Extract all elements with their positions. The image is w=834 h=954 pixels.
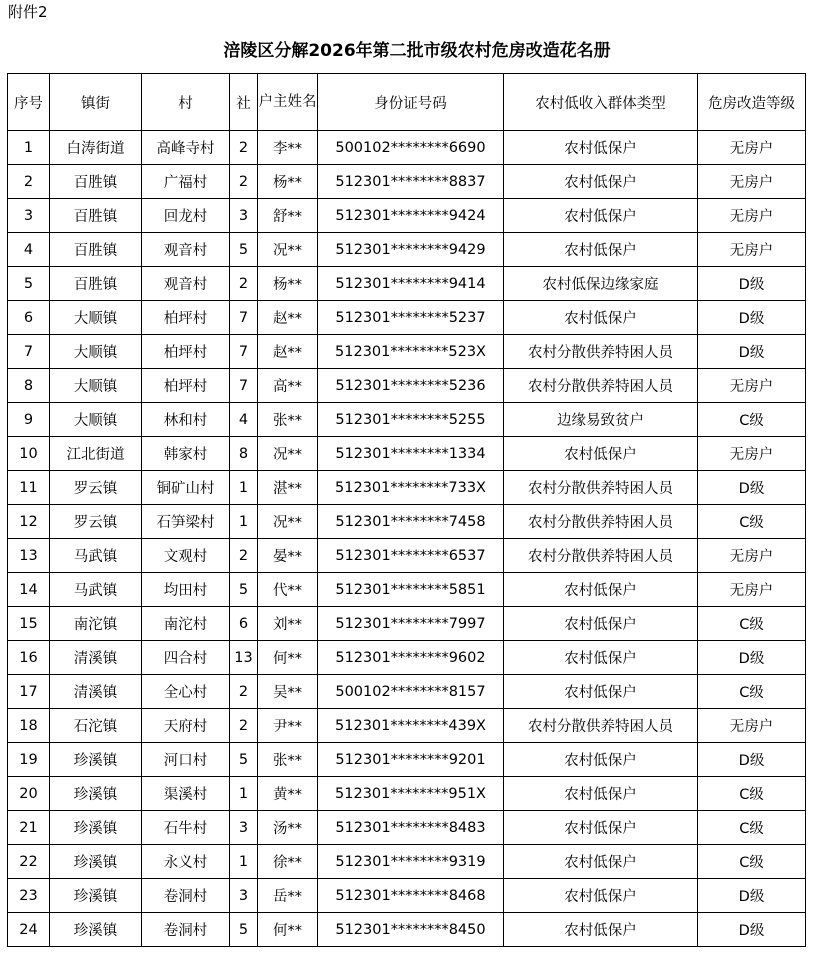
cell-householder: 徐**: [258, 845, 318, 879]
table-row: [8, 573, 806, 607]
cell-town: 珍溪镇: [50, 913, 142, 947]
cell-income-type: 农村分散供养特困人员: [504, 505, 698, 539]
cell-renovation-grade: C级: [698, 505, 806, 539]
cell-town: 珍溪镇: [50, 811, 142, 845]
cell-group: 2: [230, 539, 258, 573]
cell-village: 柏坪村: [142, 369, 230, 403]
cell-income-type: 农村低保户: [504, 743, 698, 777]
cell-town: 罗云镇: [50, 505, 142, 539]
table-row: [8, 199, 806, 233]
cell-householder: 晏**: [258, 539, 318, 573]
cell-group: 1: [230, 845, 258, 879]
cell-id-number: 512301********6537: [318, 539, 504, 573]
cell-id-number: 512301********8837: [318, 165, 504, 199]
cell-village: 南沱村: [142, 607, 230, 641]
cell-index: 6: [8, 301, 50, 335]
table-row: [8, 879, 806, 913]
cell-village: 回龙村: [142, 199, 230, 233]
cell-income-type: 农村低保户: [504, 913, 698, 947]
cell-householder: 张**: [258, 743, 318, 777]
cell-village: 高峰寺村: [142, 131, 230, 165]
table-row: [8, 165, 806, 199]
cell-renovation-grade: D级: [698, 913, 806, 947]
table-row: [8, 539, 806, 573]
cell-town: 百胜镇: [50, 233, 142, 267]
cell-income-type: 农村分散供养特困人员: [504, 369, 698, 403]
cell-village: 天府村: [142, 709, 230, 743]
cell-id-number: 512301********439X: [318, 709, 504, 743]
cell-group: 2: [230, 131, 258, 165]
cell-town: 大顺镇: [50, 301, 142, 335]
cell-id-number: 512301********9414: [318, 267, 504, 301]
table-row: [8, 505, 806, 539]
cell-householder: 尹**: [258, 709, 318, 743]
cell-householder: 岳**: [258, 879, 318, 913]
table-row: [8, 777, 806, 811]
cell-index: 7: [8, 335, 50, 369]
cell-householder: 吴**: [258, 675, 318, 709]
cell-renovation-grade: D级: [698, 335, 806, 369]
cell-village: 均田村: [142, 573, 230, 607]
cell-income-type: 农村低保户: [504, 777, 698, 811]
cell-group: 1: [230, 505, 258, 539]
cell-income-type: 农村分散供养特困人员: [504, 335, 698, 369]
table-row: [8, 437, 806, 471]
cell-id-number: 512301********8468: [318, 879, 504, 913]
cell-village: 全心村: [142, 675, 230, 709]
cell-index: 10: [8, 437, 50, 471]
cell-index: 14: [8, 573, 50, 607]
cell-income-type: 农村低保户: [504, 301, 698, 335]
cell-renovation-grade: C级: [698, 845, 806, 879]
cell-householder: 张**: [258, 403, 318, 437]
table-row: [8, 675, 806, 709]
cell-householder: 杨**: [258, 267, 318, 301]
cell-index: 22: [8, 845, 50, 879]
cell-village: 韩家村: [142, 437, 230, 471]
cell-income-type: 农村低保户: [504, 199, 698, 233]
cell-id-number: 512301********9424: [318, 199, 504, 233]
cell-index: 21: [8, 811, 50, 845]
cell-index: 12: [8, 505, 50, 539]
cell-town: 石沱镇: [50, 709, 142, 743]
cell-householder: 李**: [258, 131, 318, 165]
cell-village: 柏坪村: [142, 335, 230, 369]
cell-renovation-grade: D级: [698, 641, 806, 675]
cell-town: 珍溪镇: [50, 845, 142, 879]
cell-group: 5: [230, 913, 258, 947]
cell-householder: 况**: [258, 233, 318, 267]
table-row: [8, 913, 806, 947]
cell-id-number: 512301********8450: [318, 913, 504, 947]
cell-householder: 赵**: [258, 301, 318, 335]
cell-renovation-grade: 无房户: [698, 131, 806, 165]
cell-renovation-grade: 无房户: [698, 233, 806, 267]
cell-village: 河口村: [142, 743, 230, 777]
cell-index: 18: [8, 709, 50, 743]
cell-index: 3: [8, 199, 50, 233]
roster-table: [7, 73, 806, 947]
cell-id-number: 512301********951X: [318, 777, 504, 811]
cell-id-number: 512301********9201: [318, 743, 504, 777]
cell-income-type: 农村低保户: [504, 131, 698, 165]
header-income-type: 农村低收入群体类型: [504, 74, 698, 131]
cell-householder: 何**: [258, 641, 318, 675]
cell-town: 百胜镇: [50, 199, 142, 233]
cell-village: 观音村: [142, 267, 230, 301]
cell-householder: 黄**: [258, 777, 318, 811]
cell-town: 南沱镇: [50, 607, 142, 641]
cell-id-number: 512301********523X: [318, 335, 504, 369]
cell-village: 林和村: [142, 403, 230, 437]
cell-householder: 代**: [258, 573, 318, 607]
cell-index: 23: [8, 879, 50, 913]
cell-householder: 舒**: [258, 199, 318, 233]
roster-body: [8, 131, 806, 947]
cell-income-type: 边缘易致贫户: [504, 403, 698, 437]
cell-index: 5: [8, 267, 50, 301]
table-row: [8, 471, 806, 505]
cell-village: 永义村: [142, 845, 230, 879]
cell-id-number: 512301********7997: [318, 607, 504, 641]
cell-id-number: 512301********9429: [318, 233, 504, 267]
cell-income-type: 农村分散供养特困人员: [504, 471, 698, 505]
cell-group: 2: [230, 165, 258, 199]
cell-group: 8: [230, 437, 258, 471]
table-row: [8, 233, 806, 267]
cell-village: 卷洞村: [142, 879, 230, 913]
table-row: [8, 131, 806, 165]
cell-group: 5: [230, 233, 258, 267]
header-index: 序号: [8, 74, 50, 131]
cell-income-type: 农村低保边缘家庭: [504, 267, 698, 301]
cell-village: 渠溪村: [142, 777, 230, 811]
cell-index: 1: [8, 131, 50, 165]
cell-income-type: 农村低保户: [504, 233, 698, 267]
cell-index: 8: [8, 369, 50, 403]
cell-income-type: 农村低保户: [504, 879, 698, 913]
cell-group: 7: [230, 335, 258, 369]
cell-index: 13: [8, 539, 50, 573]
cell-renovation-grade: C级: [698, 777, 806, 811]
table-row: [8, 811, 806, 845]
cell-renovation-grade: D级: [698, 301, 806, 335]
header-row: [8, 74, 806, 131]
cell-income-type: 农村低保户: [504, 607, 698, 641]
cell-index: 2: [8, 165, 50, 199]
header-householder: 户主姓名: [258, 74, 318, 131]
cell-group: 1: [230, 777, 258, 811]
cell-village: 观音村: [142, 233, 230, 267]
cell-income-type: 农村低保户: [504, 165, 698, 199]
cell-householder: 赵**: [258, 335, 318, 369]
table-row: [8, 301, 806, 335]
cell-renovation-grade: D级: [698, 471, 806, 505]
cell-town: 马武镇: [50, 539, 142, 573]
cell-town: 珍溪镇: [50, 879, 142, 913]
attachment-label: 附件2: [8, 3, 48, 21]
cell-town: 马武镇: [50, 573, 142, 607]
cell-id-number: 512301********1334: [318, 437, 504, 471]
cell-group: 2: [230, 267, 258, 301]
cell-group: 2: [230, 709, 258, 743]
cell-renovation-grade: 无房户: [698, 709, 806, 743]
cell-income-type: 农村分散供养特困人员: [504, 709, 698, 743]
cell-village: 石笋梁村: [142, 505, 230, 539]
cell-group: 7: [230, 301, 258, 335]
header-village: 村: [142, 74, 230, 131]
cell-income-type: 农村低保户: [504, 437, 698, 471]
cell-village: 柏坪村: [142, 301, 230, 335]
cell-village: 石牛村: [142, 811, 230, 845]
cell-group: 4: [230, 403, 258, 437]
cell-group: 13: [230, 641, 258, 675]
header-group: 社: [230, 74, 258, 131]
cell-town: 江北街道: [50, 437, 142, 471]
cell-householder: 况**: [258, 437, 318, 471]
cell-id-number: 512301********733X: [318, 471, 504, 505]
cell-householder: 刘**: [258, 607, 318, 641]
cell-index: 24: [8, 913, 50, 947]
cell-renovation-grade: C级: [698, 403, 806, 437]
cell-town: 白涛街道: [50, 131, 142, 165]
table-row: [8, 403, 806, 437]
cell-group: 1: [230, 471, 258, 505]
table-row: [8, 709, 806, 743]
cell-town: 大顺镇: [50, 369, 142, 403]
cell-householder: 杨**: [258, 165, 318, 199]
cell-town: 百胜镇: [50, 267, 142, 301]
cell-town: 大顺镇: [50, 335, 142, 369]
cell-income-type: 农村低保户: [504, 675, 698, 709]
cell-village: 广福村: [142, 165, 230, 199]
table-row: [8, 267, 806, 301]
cell-id-number: 512301********5237: [318, 301, 504, 335]
table-row: [8, 845, 806, 879]
cell-householder: 高**: [258, 369, 318, 403]
cell-id-number: 512301********5255: [318, 403, 504, 437]
cell-id-number: 512301********9602: [318, 641, 504, 675]
cell-renovation-grade: 无房户: [698, 437, 806, 471]
cell-group: 3: [230, 879, 258, 913]
cell-householder: 汤**: [258, 811, 318, 845]
cell-group: 7: [230, 369, 258, 403]
cell-town: 珍溪镇: [50, 743, 142, 777]
cell-id-number: 512301********7458: [318, 505, 504, 539]
cell-group: 3: [230, 199, 258, 233]
cell-income-type: 农村低保户: [504, 641, 698, 675]
cell-group: 6: [230, 607, 258, 641]
cell-village: 文观村: [142, 539, 230, 573]
cell-id-number: 500102********6690: [318, 131, 504, 165]
header-renovation-grade: 危房改造等级: [698, 74, 806, 131]
cell-renovation-grade: D级: [698, 267, 806, 301]
cell-householder: 何**: [258, 913, 318, 947]
cell-renovation-grade: 无房户: [698, 199, 806, 233]
table-row: [8, 607, 806, 641]
cell-income-type: 农村分散供养特困人员: [504, 539, 698, 573]
cell-renovation-grade: D级: [698, 743, 806, 777]
cell-renovation-grade: 无房户: [698, 573, 806, 607]
cell-index: 9: [8, 403, 50, 437]
cell-householder: 湛**: [258, 471, 318, 505]
cell-index: 19: [8, 743, 50, 777]
cell-id-number: 512301********5851: [318, 573, 504, 607]
cell-renovation-grade: 无房户: [698, 539, 806, 573]
cell-id-number: 500102********8157: [318, 675, 504, 709]
header-town: 镇街: [50, 74, 142, 131]
cell-renovation-grade: D级: [698, 879, 806, 913]
cell-town: 百胜镇: [50, 165, 142, 199]
cell-renovation-grade: 无房户: [698, 165, 806, 199]
cell-renovation-grade: C级: [698, 675, 806, 709]
cell-group: 5: [230, 573, 258, 607]
cell-income-type: 农村低保户: [504, 573, 698, 607]
cell-town: 大顺镇: [50, 403, 142, 437]
cell-index: 16: [8, 641, 50, 675]
cell-id-number: 512301********8483: [318, 811, 504, 845]
header-id-number: 身份证号码: [318, 74, 504, 131]
table-row: [8, 641, 806, 675]
cell-town: 罗云镇: [50, 471, 142, 505]
cell-group: 5: [230, 743, 258, 777]
cell-renovation-grade: 无房户: [698, 369, 806, 403]
cell-index: 20: [8, 777, 50, 811]
document-title: 涪陵区分解2026年第二批市级农村危房改造花名册: [223, 41, 611, 61]
cell-renovation-grade: C级: [698, 811, 806, 845]
cell-householder: 况**: [258, 505, 318, 539]
cell-group: 3: [230, 811, 258, 845]
cell-village: 铜矿山村: [142, 471, 230, 505]
cell-index: 15: [8, 607, 50, 641]
cell-renovation-grade: C级: [698, 607, 806, 641]
cell-income-type: 农村低保户: [504, 811, 698, 845]
cell-town: 清溪镇: [50, 675, 142, 709]
cell-village: 卷洞村: [142, 913, 230, 947]
table-row: [8, 369, 806, 403]
cell-group: 2: [230, 675, 258, 709]
cell-id-number: 512301********9319: [318, 845, 504, 879]
cell-town: 清溪镇: [50, 641, 142, 675]
cell-index: 11: [8, 471, 50, 505]
cell-town: 珍溪镇: [50, 777, 142, 811]
cell-index: 4: [8, 233, 50, 267]
table-row: [8, 743, 806, 777]
cell-id-number: 512301********5236: [318, 369, 504, 403]
cell-income-type: 农村低保户: [504, 845, 698, 879]
table-row: [8, 335, 806, 369]
cell-village: 四合村: [142, 641, 230, 675]
cell-index: 17: [8, 675, 50, 709]
